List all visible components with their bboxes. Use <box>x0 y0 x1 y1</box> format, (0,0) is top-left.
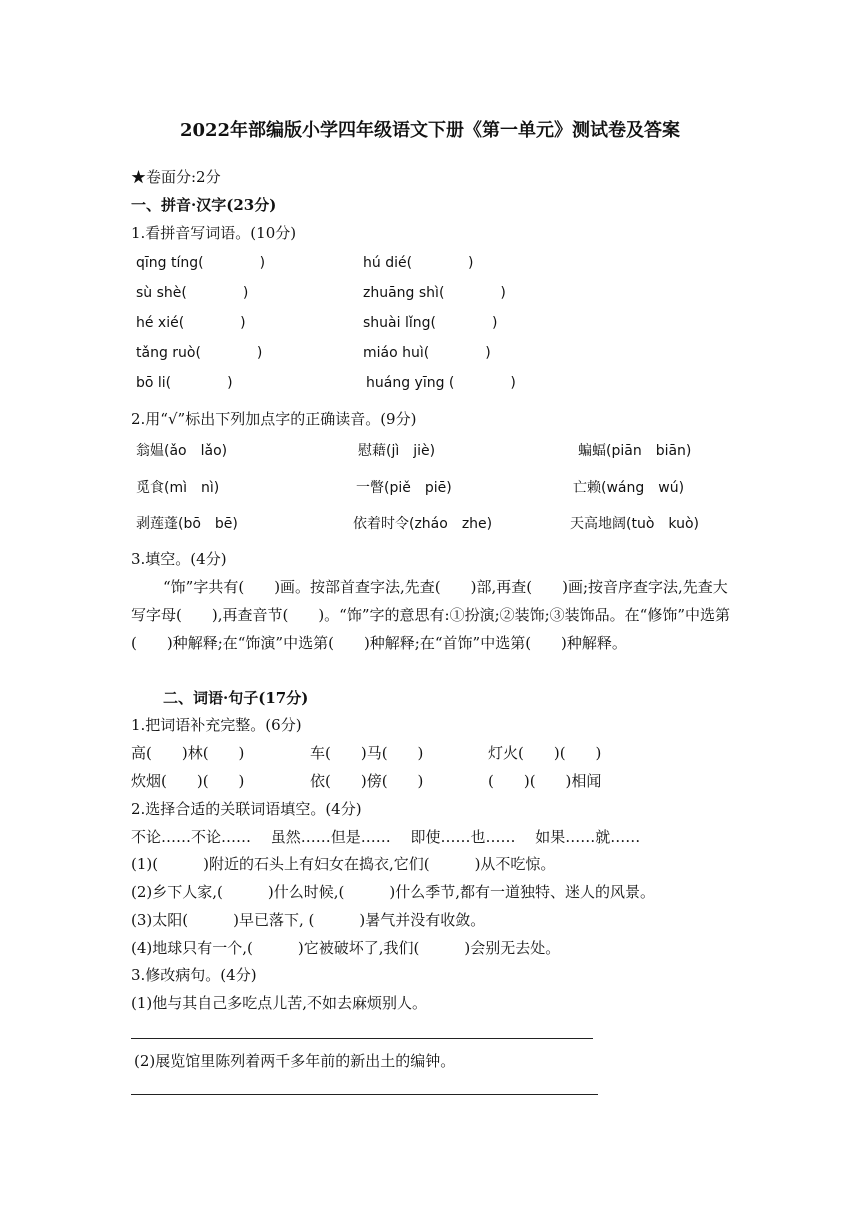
pinyin-item: tǎng ruò( ) <box>136 345 263 361</box>
reading-item: 觅食(mì nì) <box>136 480 220 496</box>
s2-q1-prompt: 1.把词语补充完整。(6分) <box>131 716 302 734</box>
reading-item: 蝙蝠(piān biān) <box>578 443 692 459</box>
reading-item: 慰藉(jì jiè) <box>358 443 436 459</box>
reading-item: 翁媪(ǎo lǎo) <box>136 443 228 459</box>
q1-prompt: 1.看拼音写词语。(10分) <box>131 224 297 242</box>
sentence: (2)乡下人家,( )什么时候,( )什么季节,都有一道独特、迷人的风景。 <box>131 883 655 901</box>
pinyin-item: huáng yīng ( ) <box>366 375 516 391</box>
reading-item: 亡赖(wáng wú) <box>573 480 685 496</box>
sentence: (3)太阳( )早已落下, ( )暑气并没有收敛。 <box>131 911 486 929</box>
pinyin-item: shuài lǐng( ) <box>363 315 498 331</box>
q2-prompt: 2.用“√”标出下列加点字的正确读音。(9分) <box>131 410 417 428</box>
pinyin-item: zhuāng shì( ) <box>363 285 506 301</box>
word-item: ( )( )相闻 <box>488 772 602 790</box>
sentence: (1)( )附近的石头上有妇女在捣衣,它们( )从不吃惊。 <box>131 855 556 873</box>
word-item: 高( )林( ) <box>131 744 245 762</box>
pinyin-item: hú dié( ) <box>363 255 474 271</box>
section1-heading: 一、拼音·汉字(23分) <box>131 196 277 214</box>
score-note: ★卷面分:2分 <box>131 168 221 186</box>
sick-sentence: (2)展览馆里陈列着两千多年前的新出土的编钟。 <box>134 1052 456 1070</box>
word-item: 炊烟( )( ) <box>131 772 245 790</box>
answer-line[interactable] <box>131 1038 593 1039</box>
word-item: 依( )傍( ) <box>310 772 424 790</box>
word-item: 灯火( )( ) <box>488 744 602 762</box>
reading-item: 剥莲蓬(bō bē) <box>136 516 238 532</box>
sick-sentence: (1)他与其自己多吃点儿苦,不如去麻烦别人。 <box>131 994 428 1012</box>
pinyin-item: miáo huì( ) <box>363 345 491 361</box>
q3-prompt: 3.填空。(4分) <box>131 550 227 568</box>
fill-in-paragraph: “饰”字共有( )画。按部首查字法,先查( )部,再查( )画;按音序查字法,先查大写字母( ),再查音节( )。“饰”字的意思有:①扮演;②装饰;③装饰品。在“修饰”中选第( )种解释;在“饰演”中选第( )种解释;在“首饰”中选第( )种解释。 <box>131 578 731 652</box>
s2-q3-prompt: 3.修改病句。(4分) <box>131 966 257 984</box>
s2-q2-prompt: 2.选择合适的关联词语填空。(4分) <box>131 800 362 818</box>
answer-line[interactable] <box>131 1094 598 1095</box>
reading-item: 依着时令(zháo zhe) <box>353 516 493 532</box>
sentence: (4)地球只有一个,( )它被破坏了,我们( )会别无去处。 <box>131 939 561 957</box>
pinyin-item: bō li( ) <box>136 375 233 391</box>
reading-item: 一瞥(piě piē) <box>356 480 452 496</box>
pinyin-item: hé xié( ) <box>136 315 246 331</box>
pinyin-item: qīng tíng( ) <box>136 255 266 271</box>
word-item: 车( )马( ) <box>310 744 424 762</box>
conjunction-options: 不论……不论…… 虽然……但是…… 即使……也…… 如果……就…… <box>131 828 641 846</box>
reading-item: 天高地阔(tuò kuò) <box>570 516 699 532</box>
section2-heading: 二、词语·句子(17分) <box>163 689 309 707</box>
pinyin-item: sù shè( ) <box>136 285 249 301</box>
document-title: 2022年部编版小学四年级语文下册《第一单元》测试卷及答案 <box>179 120 681 141</box>
